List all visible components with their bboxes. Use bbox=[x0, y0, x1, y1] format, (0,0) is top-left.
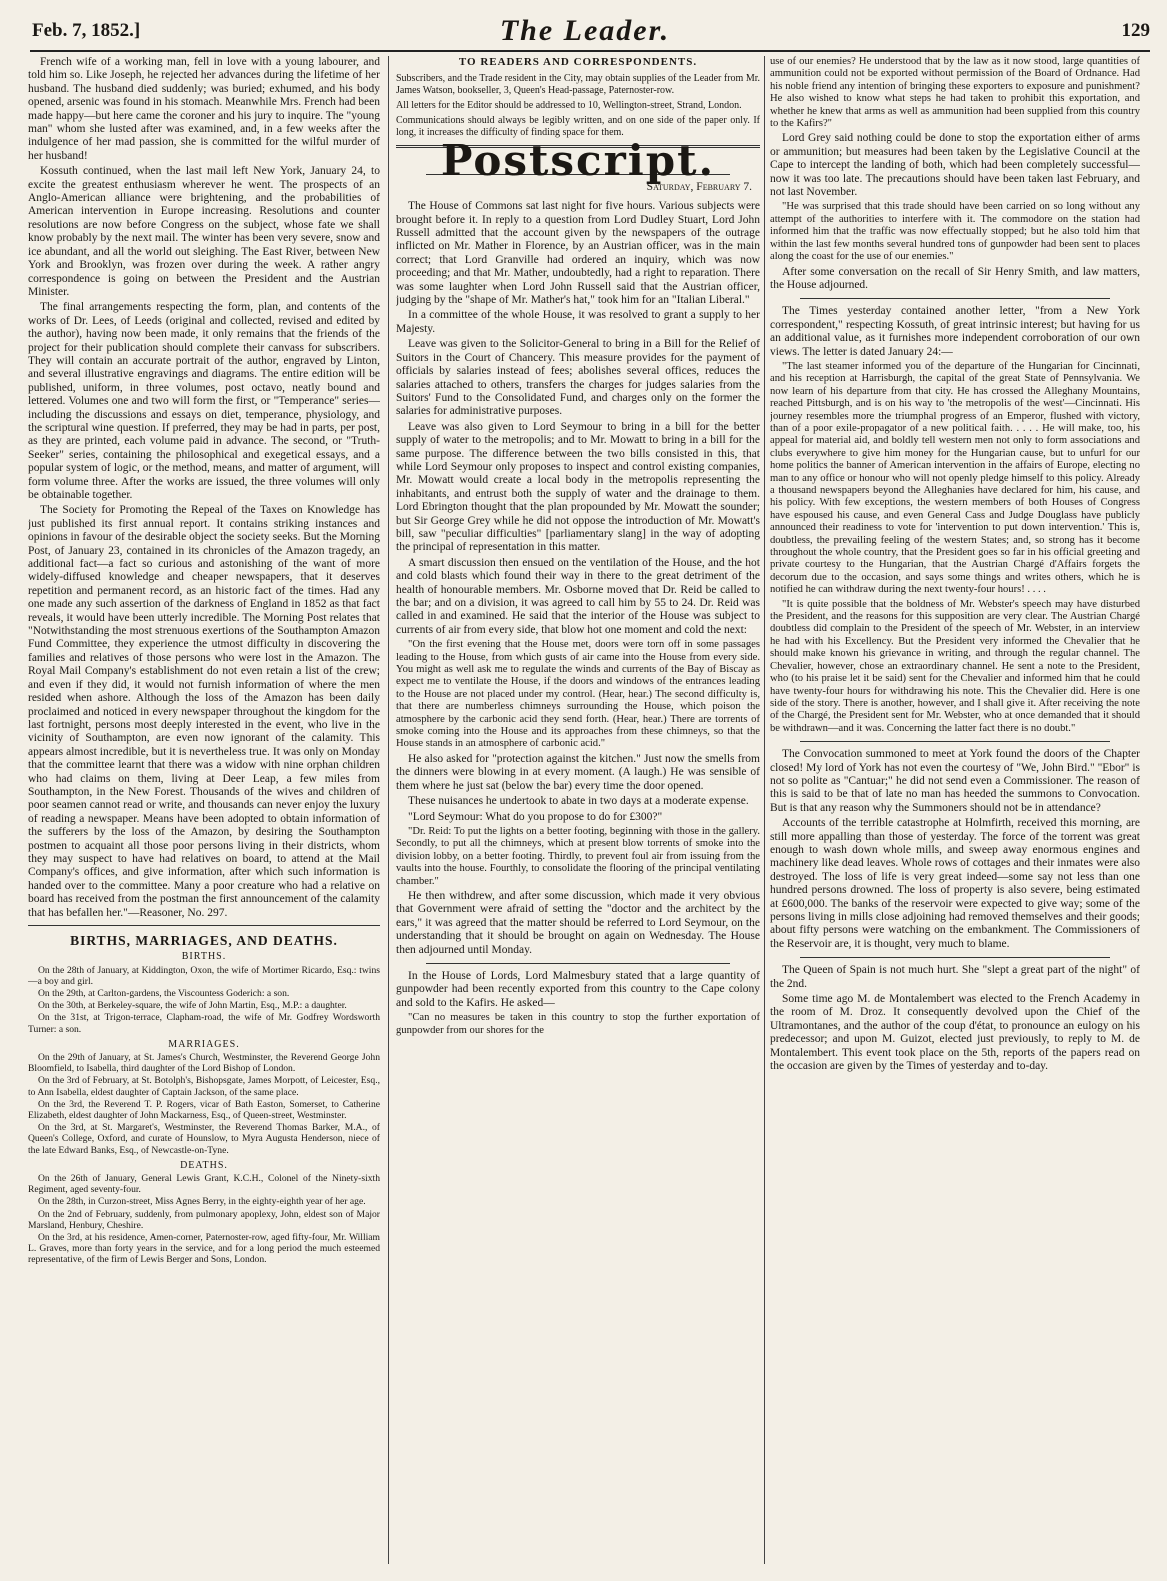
birth-notice: On the 29th, at Carlton-gardens, the Viscountess Goderich: a son. bbox=[38, 988, 290, 1000]
article-paragraph: The Society for Promoting the Repeal of the Taxes on Knowledge has just published its first annual report. It contains striking instances and opinions in favour of the desirable object the society seeks. But the Morning Post, of January 23, contained in its chronicles of the Amazon tragedy, an additional fact—a fact so curious and astonishing of the want of more widely-diffused knowledge and cheaper newspapers, that it deserves repetition and permanent record, as an historic fact of the times. Had any one made any such assertion of the darkness of England in 1852 as that fact reveals, it would have been utterly incredible. The Morning Post relates that "Notwithstanding the most strenuous exertions of the Southampton Amazon Fund Committee, they experience the utmost difficulty in discovering the families and relatives of those persons who were lost in the Amazon. The Royal Mail Company's establishment do not even retain a list of the crew; and even if they did, it would not furnish information of where the men resided when ashore. Although the loss of the Amazon has been daily proclaimed and noticed in every newspaper throughout the kingdom for the last fortnight, persons most deeply interested in the event, who live in the vicinity of Southampton, are even now ignorant of the calamity. This appears almost incredible, but it is nevertheless true. It was only on Monday that the committee learnt that there was a widow with nine orphan children who had claims on them, living at Deer Leap, a few miles from Southampton, in the New Forest. Thousands of the wives and children of poor seamen cannot read or write, and thousands can never enjoy the luxury of reading a newspaper. Means have been adopted to obtain information of the sufferers by the loss of the Amazon, by desiring the Southampton postmen to acquaint all those poor persons living in their districts, whom they may suspect to have had relatives on board, to attend at the Mail Company's offices, and give information, after which such information is handed over to the committee. Many a poor creature who had a relative on board has received from the postman the first announcement of the calamity that has befallen her."—Reasoner, No. 297. bbox=[28, 504, 380, 919]
issue-date: Feb. 7, 1852.] bbox=[32, 20, 141, 41]
column-divider bbox=[764, 56, 765, 1564]
article-paragraph: Leave was also given to Lord Seymour to bring in a bill for the better supply of water to the metropolis; and to Mr. Mowatt to bring in a bill for the same purpose. The difference between the two bills consisted in this, that while Lord Seymour only proposes to inspect and control existing companies, Mr. Mowatt would create a local body in the metropolis representing the inhabitants, and entrust both the supply of water and the drainage to them. Lord Ebrington thought that the plan propounded by Mr. Mowatt the sounder; but Sir George Grey while he did not oppose the introduction of Mr. Mowatt's bill, saw "peculiar difficulties" [parliamentary slang] in the way of adopting the principal of representation in this matter. bbox=[396, 420, 760, 554]
birth-notice: On the 31st, at Trigon-terrace, Clapham-road, the wife of Mr. Godfrey Wordsworth Turner: a son. bbox=[28, 1012, 380, 1035]
column-1 bbox=[28, 56, 380, 1566]
birth-notice: On the 30th, at Berkeley-square, the wife of John Martin, Esq., M.P.: a daughter. bbox=[38, 1000, 347, 1012]
section-divider bbox=[426, 963, 730, 964]
deaths-heading: DEATHS. bbox=[180, 1159, 228, 1171]
article-paragraph: Some time ago M. de Montalembert was elected to the French Academy in the room of M. Droz. It consequently devolved upon the Chief of the Ultramontanes, and the author of the coup d'état, to pronounce an eulogy on his predecessor; and upon M. Guizot, elected just previously, to reply to M. de Montalembert. This event took place on the 5th, reports of the papers read on the occasion are given by the Times of yesterday and to-day. bbox=[770, 993, 1140, 1073]
death-notice: On the 28th, in Curzon-street, Miss Agnes Berry, in the eighty-eighth year of her age. bbox=[38, 1196, 366, 1208]
quoted-paragraph: "The last steamer informed you of the departure of the Hungarian for Cincinnati, and his reception at Harrisburgh, the capital of the great State of Pennsylvania. We now learn of his departure from that city. He has crossed the Alleghany Mountains, reached Pittsburgh, and is on his way to 'the metropolis of the west'—Cincinnati. His journey resembles more the triumphal progress of an Emperor, flushed with victory, than of a poor exile-propagator of a new political faith. . . . . He will make, too, his appeal for material aid, and boldly tell western men not only to form associations and clubs everywhere to give him money for the Hungarian cause, but to unfurl for our home politics the banner of American intervention in the affairs of Europe, electing no man to any office or honour who will not openly pledge himself to this policy. Already a thousand newspapers beyond the Alleghanies have declared for him, his cause, and his policy. With few exceptions, the western members of both Houses of Congress have espoused his cause, and even General Cass and Judge Douglass have publicly announced their readiness to vote for 'intervention to put down intervention.' This is, doubtless, the prevailing feeling of the western States; and, so strong has it become throughout the whole country, that the President goes so far in his official greeting and private courtesy to the Hungarian, that the Austrian Chargé d'Affairs forgets the decorum due to the occasion, and says some things and writes others, which he is notified he can withdraw during the next twenty-four hours! . . . . bbox=[770, 360, 1140, 596]
bmd-section bbox=[28, 951, 380, 1265]
section-divider bbox=[28, 925, 380, 926]
marriage-notice: On the 3rd, at St. Margaret's, Westminster, the Reverend Thomas Barker, M.A., of Queen's College, Oxford, and curate of Hounslow, to Myra Augusta Henderson, niece of the late Edward Banks, Esq., of Newcastle-on-Tyne. bbox=[28, 1122, 380, 1156]
notice-item: Communications should always be legibly written, and on one side of the paper only. If long, it increases the difficulty of finding space for them. bbox=[396, 115, 760, 139]
postscript-heading: Postscript. bbox=[440, 136, 716, 186]
article-paragraph: In the House of Lords, Lord Malmesbury stated that a large quantity of gunpowder had been recently exported from this country to the Cape colony and sold to the Kafirs. He asked— bbox=[396, 969, 760, 1009]
marriage-notice: On the 29th of January, at St. James's Church, Westminster, the Reverend George John Bloomfield, to Isabella, third daughter of the Lord Bishop of London. bbox=[28, 1052, 380, 1075]
article-paragraph: French wife of a working man, fell in love with a young labourer, and told him so. Like Joseph, he rejected her advances during the lifetime of her husband. The husband died suddenly; was buried; exhumed, and his body opened, arsenic was found in his stomach. Meanwhile Mrs. French had been made happy—but here came the coroner and his jury to inquire. The "young man" whom she lusted after was examined, and, in a few weeks after the indulgence of her mad passion, she is committed for the wilful murder of her husband! bbox=[28, 56, 380, 162]
quoted-paragraph: use of our enemies? He understood that by the law as it now stood, large quantities of ammunition could not be exported without permission of the Board of Ordnance. Had his noble friend any intention of bringing these exporters to exposure and punishment? He also wished to know what steps he had taken to prohibit this exportation, and whether he knew that arms as well as ammunition had been supplied from this country to the Kafirs?" bbox=[770, 56, 1140, 130]
quoted-paragraph: "Dr. Reid: To put the lights on a better footing, beginning with those in the gallery. Secondly, to put all the chimneys, which at present blow torrents of smoke into the division lobby, on a better footing. Thirdly, to prevent foul air from issuing from the vaults into the house. Fourthly, to consolidate the flooring of the principal ventilating chamber." bbox=[396, 825, 760, 887]
column-divider bbox=[388, 56, 389, 1564]
notice-item: All letters for the Editor should be addressed to 10, Wellington-street, Strand, London. bbox=[396, 100, 742, 112]
births-heading: BIRTHS. bbox=[181, 951, 227, 963]
article-paragraph: After some conversation on the recall of Sir Henry Smith, and law matters, the House adjourned. bbox=[770, 265, 1140, 291]
quoted-paragraph: "On the first evening that the House met, doors were torn off in some passages leading to the House, from which gusts of air came into the House from every side. You might as well ask me to regulate the winds and currents of the Bay of Biscay as expect me to ventilate the House, if the doors and windows of the entrances leading to the House are not placed under my control. (Hear, hear.) The second difficulty is, that there are numberless chimneys surrounding the House, which poison the atmosphere by the carbonic acid they send forth. (Hear, hear.) There are torrents of smoke coming into the House and its approaches from these chimneys, so that the House stands in an atmosphere of carbonic acid." bbox=[396, 639, 760, 750]
quoted-paragraph: "It is quite possible that the boldness of Mr. Webster's speech may have disturbed the President, and the reasons for this supposition are very clear. The Austrian Chargé doubtless did complain to the President of the speech of Mr. Webster, in an interview he had with his Excellency. But the President very informed the Chevalier that he should make known his grievance in writing, and through the regular channel. The Chevalier, however, chose an extraordinary channel. He sent a note to the President, who (to his praise let it be said) sent for the Chevalier and informed him that he could have twenty-four hours for withdrawing his note. This the Chevalier did. Here is one side of the story. There is another, however, and I shall give it. After receiving the note of the Chargé, the President sent for Mr. Webster, who at once demanded that it should be withdrawn—and it was. Concerning the latter fact there is no doubt." bbox=[770, 598, 1140, 734]
masthead-rule bbox=[30, 50, 1150, 52]
section-divider bbox=[800, 957, 1110, 958]
column-3 bbox=[770, 56, 1140, 1566]
marriages-heading: MARRIAGES. bbox=[168, 1038, 240, 1050]
marriage-notice: On the 3rd, the Reverend T. P. Rogers, vicar of Bath Easton, Somerset, to Catherine Elizabeth, eldest daughter of John Mackarness, Esq., of Queen-street, Westminster. bbox=[28, 1098, 380, 1122]
quoted-paragraph: "Can no measures be taken in this country to stop the further exportation of gunpowder from our shores for the bbox=[396, 1012, 760, 1036]
article-paragraph: Lord Grey said nothing could be done to stop the exportation either of arms or ammunition; but measures had been taken by the Legislative Council at the Cape to intercept the landing of both, which had been completely successful—now it was too late. The precautions should have been taken last February, and not last November. bbox=[770, 132, 1140, 199]
article-paragraph: Accounts of the terrible catastrophe at Holmfirth, received this morning, are still more appalling than those of yesterday. The force of the torrent was great enough to wash down whole mills, and sweep away enormous engines and machinery like dead leaves. Whole rows of cottages and their inmates were also destroyed. The loss of life is very great indeed—some say not less than one hundred persons drowned. The loss of property is also severe, being estimated at £600,000. The banks of the reservoir were expected to give way; some of the persons living in mills close adjoining had removed themselves and their goods; about fifty persons were watching on the embankment. The Commissioners of the Reservoir are, it is thought, very much to blame. bbox=[770, 817, 1140, 950]
article-paragraph: He then withdrew, and after some discussion, which made it very obvious that Government were afraid of setting the "doctor and the architect by the ears," it was agreed that the matter should be referred to Lord Seymour, on the understanding that it should be brought on again on Wednesday. The House then adjourned until Monday. bbox=[396, 889, 760, 956]
section-divider bbox=[800, 298, 1110, 299]
death-notice: On the 3rd, at his residence, Amen-corner, Paternoster-row, aged fifty-four, Mr. William L. Graves, more than forty years in the service, and for a long period the much esteemed representative, of the firm of Lewis Berger and Sons, London. bbox=[28, 1232, 380, 1266]
article-paragraph: He also asked for "protection against the kitchen." Just now the smells from the dinners were blowing in at every moment. (A laugh.) He was sensible of them where he just sat (below the bar) every time the door opened. bbox=[396, 752, 760, 792]
article-paragraph: In a committee of the whole House, it was resolved to grant a supply to her Majesty. bbox=[396, 309, 760, 335]
article-paragraph: The final arrangements respecting the form, plan, and contents of the works of Dr. Lees, of Leeds (original and collected, revised and edited by the author), having now been made, it only remains that the friends of the project for their publication should complete their canvass for subscribers. They will contain an accurate portrait of the author, engraved by Linton, and several illustrative engravings and diagrams. The entire edition will be published, uniform, in three volumes, post octavo, neatly bound and lettered. Volumes one and two will form the first, or "Temperance" series—including the discussions and essays on diet, temperance, physiology, and the scriptural wine question. If preferred, they may be had in parts, per post, as they are printed, each volume paid in advance. The second, or "Truth-Seeker" series, containing the philosophical and exegetical essays, and a popular system of logic, or the method, means, and matter of argument, will form volume three. After the works are issued, the three volumes will only be obtainable together. bbox=[28, 301, 380, 501]
article-paragraph: The Queen of Spain is not much hurt. She "slept a great part of the night" of the 2nd. bbox=[770, 964, 1140, 990]
death-notice: On the 26th of January, General Lewis Grant, K.C.H., Colonel of the Ninety-sixth Regiment, aged seventy-four. bbox=[28, 1173, 380, 1196]
page-number: 129 bbox=[1121, 20, 1150, 41]
masthead bbox=[20, 16, 1150, 46]
article-paragraph: A smart discussion then ensued on the ventilation of the House, and the hot and cold blasts which found their way in there to the great detriment of the health of honourable members. Mr. Osborne moved that Dr. Reid be called to the bar; and on a division, it was agreed to call him by 55 to 24. Dr. Reid was called in and examined. He said that the interior of the House was subject to currents of air from every side, that blow hot one moment and cold the next: bbox=[396, 556, 760, 636]
bmd-heading: BIRTHS, MARRIAGES, AND DEATHS. bbox=[70, 933, 338, 948]
article-paragraph: The Times yesterday contained another letter, "from a New York correspondent," respecting Kossuth, of great intrinsic interest; but having for us an additional value, as it furnishes more independent corroboration of our own views. The letter is dated January 24:— bbox=[770, 305, 1140, 358]
article-paragraph: These nuisances he undertook to abate in two days at a moderate expense. bbox=[408, 795, 749, 808]
article-paragraph: Leave was given to the Solicitor-General to bring in a Bill for the Relief of Suitors in the Court of Chancery. This measure provides for the payment of officials by salaries instead of fees; abolishes several offices, reduces the salaries attached to others, transfers the charges for judges salaries from the Suitors' Fund to the Consolidated Fund, and charges only on the former the salaries for administrative purposes. bbox=[396, 338, 760, 418]
notice-to-readers bbox=[396, 73, 760, 139]
marriage-notice: On the 3rd of February, at St. Botolph's, Bishopsgate, James Morpott, of Leicester, Esq., to Ann Isabella, eldest daughter of Captain Jackson, of the same place. bbox=[28, 1075, 380, 1098]
article-paragraph: The Convocation summoned to meet at York found the doors of the Chapter closed! My lord of York has not even the courtesy of "We, John Bird." "Ebor" is not so polite as "Cantuar;" he did not send even a Commissioner. The reason of this is said to be that of late no man has heeded the summons to Convocation. But is that any reason why the Summoners should not be in attendance? bbox=[770, 748, 1140, 814]
dateline: Saturday, February 7. bbox=[646, 180, 752, 193]
notice-heading: TO READERS AND CORRESPONDENTS. bbox=[458, 56, 698, 68]
article-paragraph: "Lord Seymour: What do you propose to do for £300?" bbox=[408, 810, 663, 823]
birth-notice: On the 28th of January, at Kiddington, Oxon, the wife of Mortimer Ricardo, Esq.: twins—a boy and girl. bbox=[28, 964, 380, 987]
newspaper-title: The Leader. bbox=[499, 14, 671, 47]
notice-item: Subscribers, and the Trade resident in the City, may obtain supplies of the Leader from Mr. James Watson, bookseller, 3, Queen's Head-passage, Paternoster-row. bbox=[396, 73, 760, 97]
article-paragraph: Kossuth continued, when the last mail left New York, January 24, to excite the greatest enthusiasm wherever he went. The prospects of an Anglo-American alliance were brightening, and the probabilities of American intervention in Europe increasing. Resolutions and counter resolutions are now before Congress on the subject, whose fate we shall know probably by the next mail. The winter has been very severe, snow and ice abundant, and all the world out sleighing. The East River, between New York and Brooklyn, was frozen over during the week. A rather angry correspondence is going on between the President and the Austrian Minister. bbox=[28, 165, 380, 298]
section-divider bbox=[800, 741, 1110, 742]
death-notice: On the 2nd of February, suddenly, from pulmonary apoplexy, John, eldest son of Major Marsland, Henbury, Cheshire. bbox=[28, 1208, 380, 1231]
column-2 bbox=[396, 56, 760, 1566]
article-paragraph: The House of Commons sat last night for five hours. Various subjects were brought before it. In reply to a question from Lord Dudley Stuart, Lord John Russell admitted that the account given by the newspapers of the outrage inflicted on Mr. Mather in Florence, by an Austrian officer, was in the main correct; that Lord Granville had ordered an inquiry, which was now proceeding; and that Mr. Mather, undoubtedly, had a right to reparation. There was some laughter when Lord John Russell said that the Austrian officer, judging by the "shape of Mr. Mather's hat," took him for an "Italian Liberal." bbox=[396, 200, 760, 307]
quoted-paragraph: "He was surprised that this trade should have been carried on so long without any attempt of the authorities to interfere with it. The commodore on the station had informed him that the traffic was now effectually stopped; but he also told him that within the last few months several hundred tons of gunpowder had been sent to places along the coast for the use of our enemies." bbox=[770, 201, 1140, 263]
